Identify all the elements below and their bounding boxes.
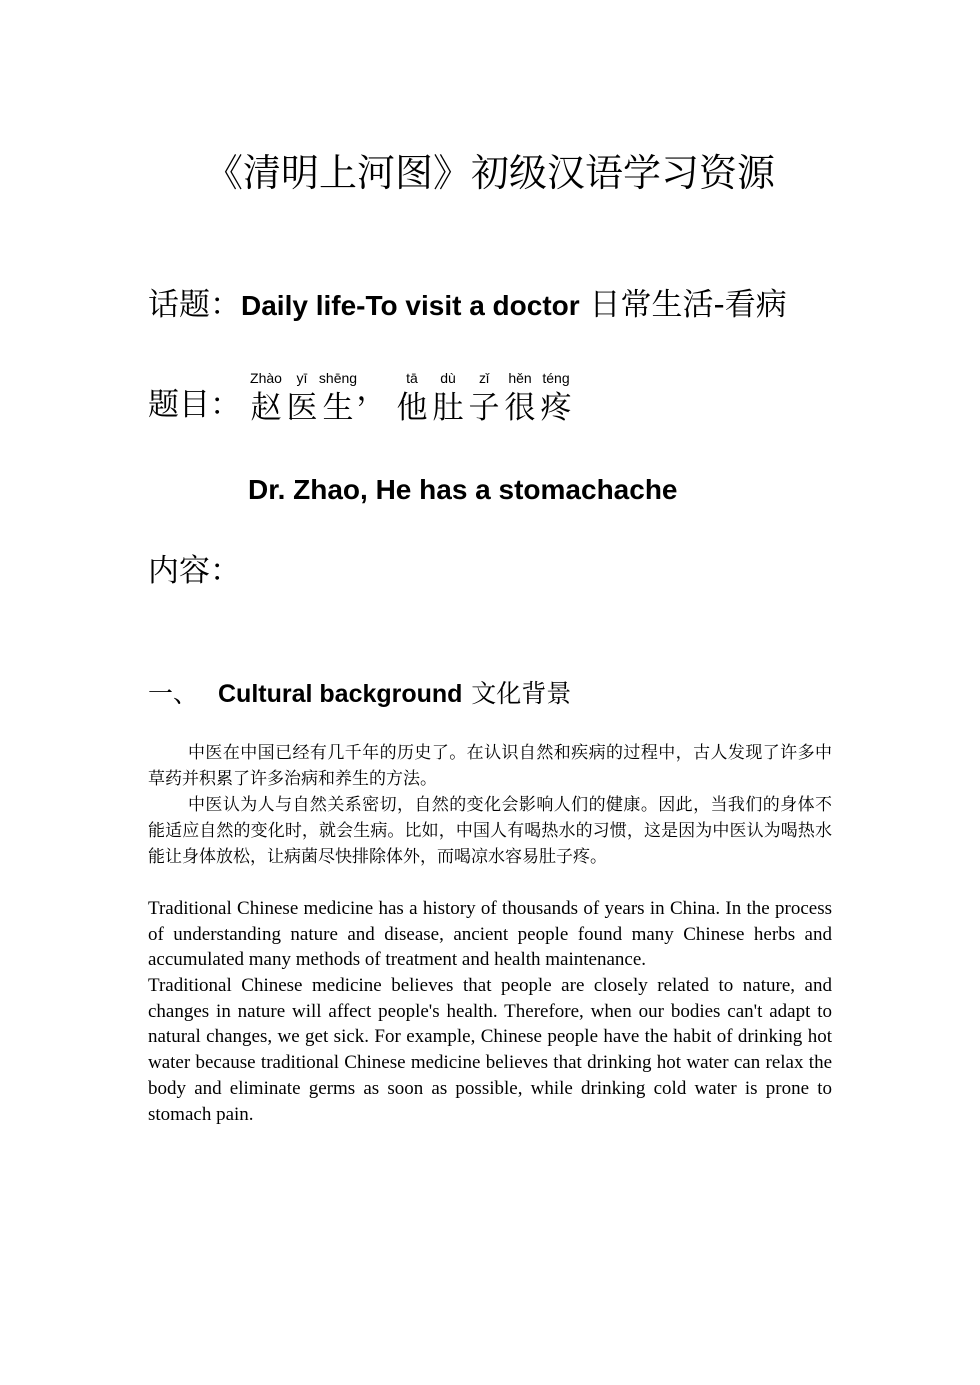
subject-english: Dr. Zhao, He has a stomachache: [248, 474, 678, 505]
pinyin: dù: [440, 370, 456, 386]
hanzi: 疼: [540, 390, 572, 426]
hanzi: 赵: [250, 390, 282, 426]
topic-english: Daily life-To visit a doctor: [241, 290, 580, 321]
hanzi: 他: [396, 390, 428, 426]
topic-line: [148, 282, 787, 329]
topic-label: 话题：: [148, 287, 241, 323]
hanzi: 子: [468, 390, 500, 426]
pinyin: yī: [296, 370, 308, 386]
chinese-paragraph: 中医在中国已经有几千年的历史了。在认识自然和疾病的过程中，古人发现了许多中草药并积累了许多治病和养生的方法。: [148, 743, 832, 789]
page-title: 《清明上河图》初级汉语学习资源: [204, 151, 775, 195]
section-title-en: Cultural background: [218, 680, 463, 708]
section-title-zh: 文化背景: [471, 679, 572, 708]
content-label: 内容：: [148, 553, 241, 589]
subject-label: 题目：: [148, 387, 241, 423]
hanzi: 生: [322, 390, 354, 426]
pinyin: hěn: [508, 370, 532, 386]
pinyin: shēng: [318, 370, 358, 386]
hanzi: 肚: [432, 390, 464, 426]
pinyin: Zhào: [250, 370, 282, 386]
pinyin: tā: [406, 370, 418, 386]
hanzi: ，: [356, 372, 388, 408]
section-number: 一、: [148, 679, 199, 708]
section-heading: [148, 676, 571, 712]
chinese-paragraph: 中医认为人与自然关系密切，自然的变化会影响人们的健康。因此，当我们的身体不能适应自然的变化时，就会生病。比如，中国人有喝热水的习惯，这是因为中医认为喝热水能让身体放松，让病菌尽快排除体外，而喝凉水容易肚子疼。: [148, 795, 832, 867]
ruby-char: [536, 369, 576, 429]
topic-chinese: 日常生活-看病: [589, 287, 787, 323]
english-paragraph: Traditional Chinese medicine believes that people are closely related to nature, and changes in nature will affect people's health. Therefore, when our bodies can't adapt to natural changes, we get sick. For example, Chinese people have the habit of drinking hot water because traditional Chinese medicine believes that drinking hot water can relax the body and eliminate germs as soon as possible, while drinking cold water is prone to stomach pain.: [148, 975, 832, 1125]
hanzi: 医: [286, 390, 318, 426]
pinyin: téng: [542, 370, 570, 386]
english-paragraph: Traditional Chinese medicine has a history of thousands of years in China. In the process of understanding nature and disease, ancient people found many Chinese herbs and accumulated many methods of treatment and health maintenance.: [148, 898, 832, 971]
hanzi: 很: [504, 390, 536, 426]
subject-ruby-title: [246, 369, 586, 439]
pinyin: zǐ: [478, 370, 490, 386]
